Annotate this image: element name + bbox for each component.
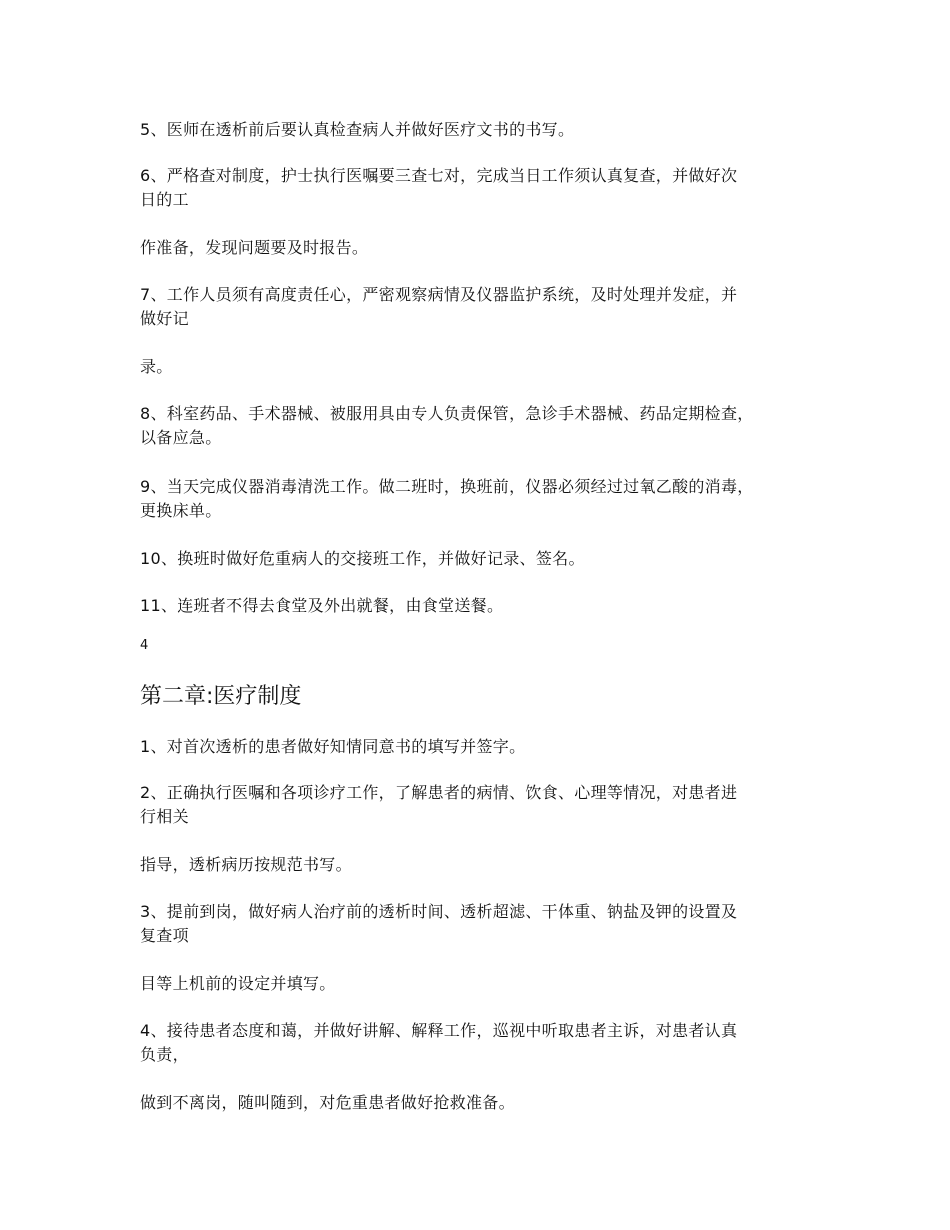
paragraph-line: 作准备，发现问题要及时报告。 [140, 238, 369, 257]
paragraph-line: 目等上机前的设定并填写。 [140, 974, 336, 993]
paragraph-line: 行相关 [140, 807, 189, 826]
paragraph-line: 以备应急。 [140, 428, 222, 447]
paragraph-line: 4、接待患者态度和蔼，并做好讲解、解释工作，巡视中听取患者主诉，对患者认真 [140, 1021, 738, 1040]
paragraph-line: 做好记 [140, 309, 189, 328]
paragraph-line: 录。 [140, 357, 173, 376]
paragraph-line: 指导，透析病历按规范书写。 [140, 855, 352, 874]
paragraph-line: 1、对首次透析的患者做好知情同意书的填写并签字。 [140, 737, 526, 756]
paragraph-line: 9、当天完成仪器消毒清洗工作。做二班时，换班前，仪器必须经过过氧乙酸的消毒， [140, 477, 754, 496]
paragraph-line: 7、工作人员须有高度责任心，严密观察病情及仪器监护系统，及时处理并发症，并 [140, 285, 738, 304]
paragraph-line: 复查项 [140, 926, 189, 945]
paragraph-line: 负责， [140, 1045, 189, 1064]
paragraph-line: 3、提前到岗，做好病人治疗前的透析时间、透析超滤、干体重、钠盐及钾的设置及 [140, 902, 738, 921]
paragraph-line: 更换床单。 [140, 501, 222, 520]
paragraph-line: 6、严格查对制度，护士执行医嘱要三查七对，完成当日工作须认真复查，并做好次 [140, 166, 738, 185]
paragraph-line: 日的工 [140, 190, 189, 209]
paragraph-line: 8、科室药品、手术器械、被服用具由专人负责保管，急诊手术器械、药品定期检查， [140, 404, 754, 423]
paragraph-line: 10、换班时做好危重病人的交接班工作，并做好记录、签名。 [140, 549, 585, 568]
paragraph-line: 5、医师在透析前后要认真检查病人并做好医疗文书的书写。 [140, 120, 575, 139]
paragraph-line: 做到不离岗，随叫随到，对危重患者做好抢救准备。 [140, 1093, 515, 1112]
paragraph-line: 11、连班者不得去食堂及外出就餐，由食堂送餐。 [140, 596, 504, 615]
chapter-title: 第二章:医疗制度 [140, 684, 302, 709]
page-number: 4 [140, 638, 149, 653]
paragraph-line: 2、正确执行医嘱和各项诊疗工作，了解患者的病情、饮食、心理等情况，对患者进 [140, 783, 738, 802]
